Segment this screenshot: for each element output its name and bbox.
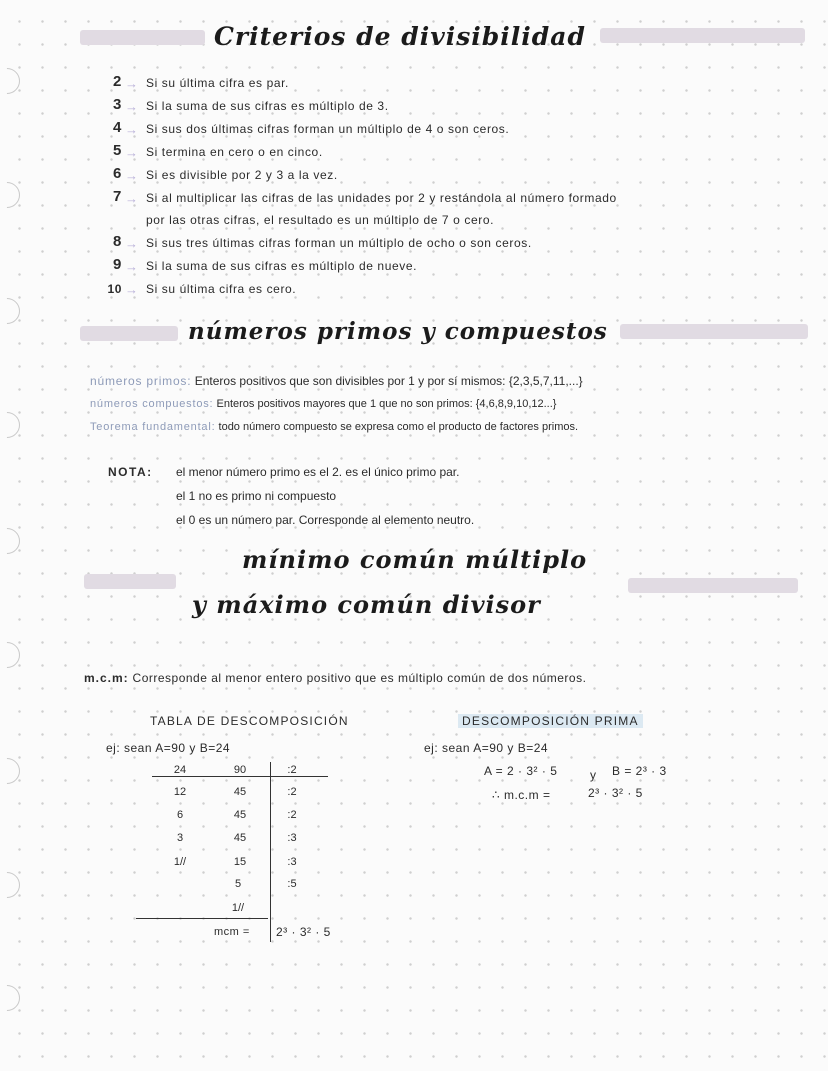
binder-hole (0, 293, 25, 330)
mcm-definition (84, 671, 586, 685)
table-cell-divisor: :2 (287, 786, 297, 798)
rule-text: Si la suma de sus cifras es múltiplo de nueve. (146, 259, 418, 273)
title-highlight-right (628, 578, 798, 593)
section-title-primos: números primos y compuestos (188, 318, 608, 345)
note-line: el 0 es un número par. Corresponde al elemento neutro. (176, 513, 475, 527)
table-cell-divisor: :3 (287, 832, 297, 844)
rule-number: 7 (113, 188, 122, 205)
section-title-mcm: mínimo común múltiplo (242, 545, 588, 574)
table-cell-a: 6 (176, 809, 184, 821)
definition-term: números primos: (90, 374, 192, 388)
table-cell-divisor: :3 (287, 856, 297, 868)
rule-number: 2 (113, 73, 122, 90)
rule-number: 4 (113, 119, 122, 136)
definition-compuestos (90, 398, 556, 410)
table-cell-a: 12 (173, 786, 187, 798)
arrow-icon: → (125, 236, 139, 251)
arrow-icon: → (125, 76, 139, 91)
rule-number: 8 (113, 233, 122, 250)
definition-term: Teorema fundamental: (90, 421, 216, 433)
table-cell-b: 90 (233, 764, 247, 776)
binder-hole (0, 867, 25, 904)
mcm-label: m.c.m: (84, 671, 129, 685)
table-cell-divisor: :2 (287, 764, 297, 776)
definition-text: todo número compuesto se expresa como el producto de factores primos. (218, 421, 579, 433)
binder-hole (0, 177, 25, 214)
title-highlight-right (600, 28, 805, 43)
prime-mcm-value: 2³ · 3² · 5 (588, 786, 643, 800)
arrow-icon: → (125, 282, 139, 297)
table-bottom-rule (136, 918, 268, 919)
title-highlight-left (80, 326, 178, 341)
rule-text: Si su última cifra es cero. (146, 282, 297, 296)
table-cell-b: 45 (233, 809, 247, 821)
binder-hole (0, 407, 25, 444)
title-highlight-right (620, 324, 808, 339)
rule-text: Si termina en cero o en cinco. (146, 145, 323, 159)
mcm-text: Corresponde al menor entero positivo que es múltiplo común de dos números. (132, 671, 587, 685)
definition-text: Enteros positivos mayores que 1 que no son primos: {4,6,8,9,10,12...} (216, 398, 557, 410)
section-title-mcd: y máximo común divisor (192, 590, 541, 619)
prime-line-b: B = 2³ · 3 (612, 764, 667, 778)
rule-text: Si al multiplicar las cifras de las unidades por 2 y restándola al número formado (146, 191, 617, 205)
rule-text: Si sus dos últimas cifras forman un múltiplo de 4 o son ceros. (146, 122, 510, 136)
table-cell-b: 45 (233, 786, 247, 798)
table-header: TABLA DE DESCOMPOSICIÓN (150, 714, 349, 728)
prime-line-a: A = 2 · 3² · 5 (484, 764, 558, 778)
binder-hole (0, 753, 25, 790)
binder-hole (0, 980, 25, 1017)
table-cell-b: 45 (233, 832, 247, 844)
arrow-icon: → (125, 191, 139, 206)
prime-example: ej: sean A=90 y B=24 (424, 741, 549, 755)
binder-hole (0, 63, 25, 100)
arrow-icon: → (125, 99, 139, 114)
table-cell-divisor: :5 (287, 878, 297, 890)
title-highlight-left (84, 574, 176, 589)
rule-number: 9 (113, 256, 122, 273)
binder-hole (0, 637, 25, 674)
table-cell-b: 15 (233, 856, 247, 868)
rule-text: Si es divisible por 2 y 3 a la vez. (146, 168, 338, 182)
prime-mcm-label: ∴ m.c.m = (492, 788, 551, 802)
table-top-rule (152, 776, 328, 777)
note-line: el menor número primo es el 2. es el único primo par. (176, 465, 460, 479)
table-cell-b: 1// (231, 902, 245, 914)
table-example: ej: sean A=90 y B=24 (106, 741, 231, 755)
arrow-icon: → (125, 168, 139, 183)
rule-text: por las otras cifras, el resultado es un múltiplo de 7 o cero. (146, 213, 495, 227)
prime-line-join: y (590, 768, 597, 782)
table-cell-b: 5 (234, 878, 242, 890)
rule-text: Si su última cifra es par. (146, 76, 289, 90)
section-title-divisibilidad: Criterios de divisibilidad (214, 22, 586, 51)
definition-term: números compuestos: (90, 398, 214, 410)
definition-text: Enteros positivos que son divisibles por 1 y por sí mismos: {2,3,5,7,11,...} (194, 374, 583, 388)
binder-hole (0, 523, 25, 560)
prime-header: DESCOMPOSICIÓN PRIMA (458, 714, 643, 728)
arrow-icon: → (125, 145, 139, 160)
rule-number: 10 (107, 282, 122, 296)
table-cell-a: 24 (173, 764, 187, 776)
table-mcm-value: 2³ · 3² · 5 (276, 925, 331, 939)
table-cell-divisor: :2 (287, 809, 297, 821)
rule-number: 3 (113, 96, 122, 113)
arrow-icon: → (125, 122, 139, 137)
note-line: el 1 no es primo ni compuesto (176, 489, 337, 503)
table-cell-a: 3 (176, 832, 184, 844)
rule-text: Si la suma de sus cifras es múltiplo de 3. (146, 99, 389, 113)
title-highlight-left (80, 30, 205, 45)
rule-text: Si sus tres últimas cifras forman un múltiplo de ocho o son ceros. (146, 236, 532, 250)
rule-number: 6 (113, 165, 122, 182)
table-cell-a: 1// (173, 856, 187, 868)
rule-number: 5 (113, 142, 122, 159)
note-label: NOTA: (108, 465, 153, 479)
table-mcm-label: mcm = (214, 926, 250, 938)
definition-teorema (90, 421, 578, 433)
arrow-icon: → (125, 259, 139, 274)
definition-primos (90, 374, 583, 388)
